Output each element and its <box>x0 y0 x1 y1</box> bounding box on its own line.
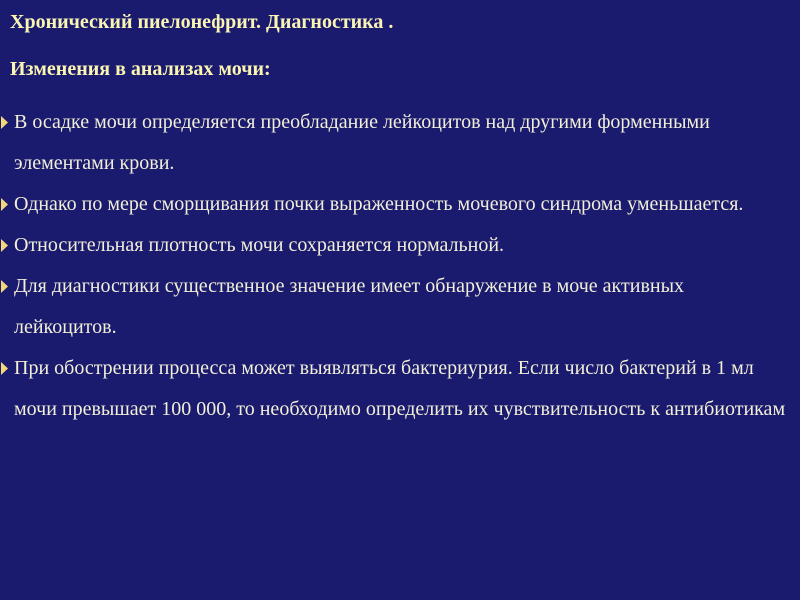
triangle-arrow-icon <box>1 280 8 293</box>
bullet-item <box>0 266 790 348</box>
bullet-text: Для диагностики существенное значение имеет обнаружение в моче активных лейкоцитов. <box>14 275 685 338</box>
triangle-arrow-icon <box>1 239 8 252</box>
bullet-text: В осадке мочи определяется преобладание лейкоцитов над другими форменными элементами крови. <box>14 111 710 174</box>
triangle-arrow-icon <box>1 362 8 375</box>
slide-subtitle: Изменения в анализах мочи: <box>10 58 271 80</box>
bullet-item <box>0 102 790 184</box>
triangle-arrow-icon <box>1 198 8 211</box>
slide-title: Хронический пиелонефрит. Диагностика . <box>10 11 394 33</box>
bullet-item <box>0 184 790 225</box>
bullet-text: При обострении процесса может выявляться бактериурия. Если число бактерий в 1 мл мочи превышает 100 000, то необходимо определить их чувствительность к антибиотикам <box>14 357 786 420</box>
bullet-list <box>0 102 790 430</box>
bullet-item <box>0 225 790 266</box>
bullet-item <box>0 348 790 430</box>
triangle-arrow-icon <box>1 116 8 129</box>
bullet-text: Однако по мере сморщивания почки выраженность мочевого синдрома уменьшается. <box>14 193 744 215</box>
bullet-text: Относительная плотность мочи сохраняется нормальной. <box>14 234 505 256</box>
